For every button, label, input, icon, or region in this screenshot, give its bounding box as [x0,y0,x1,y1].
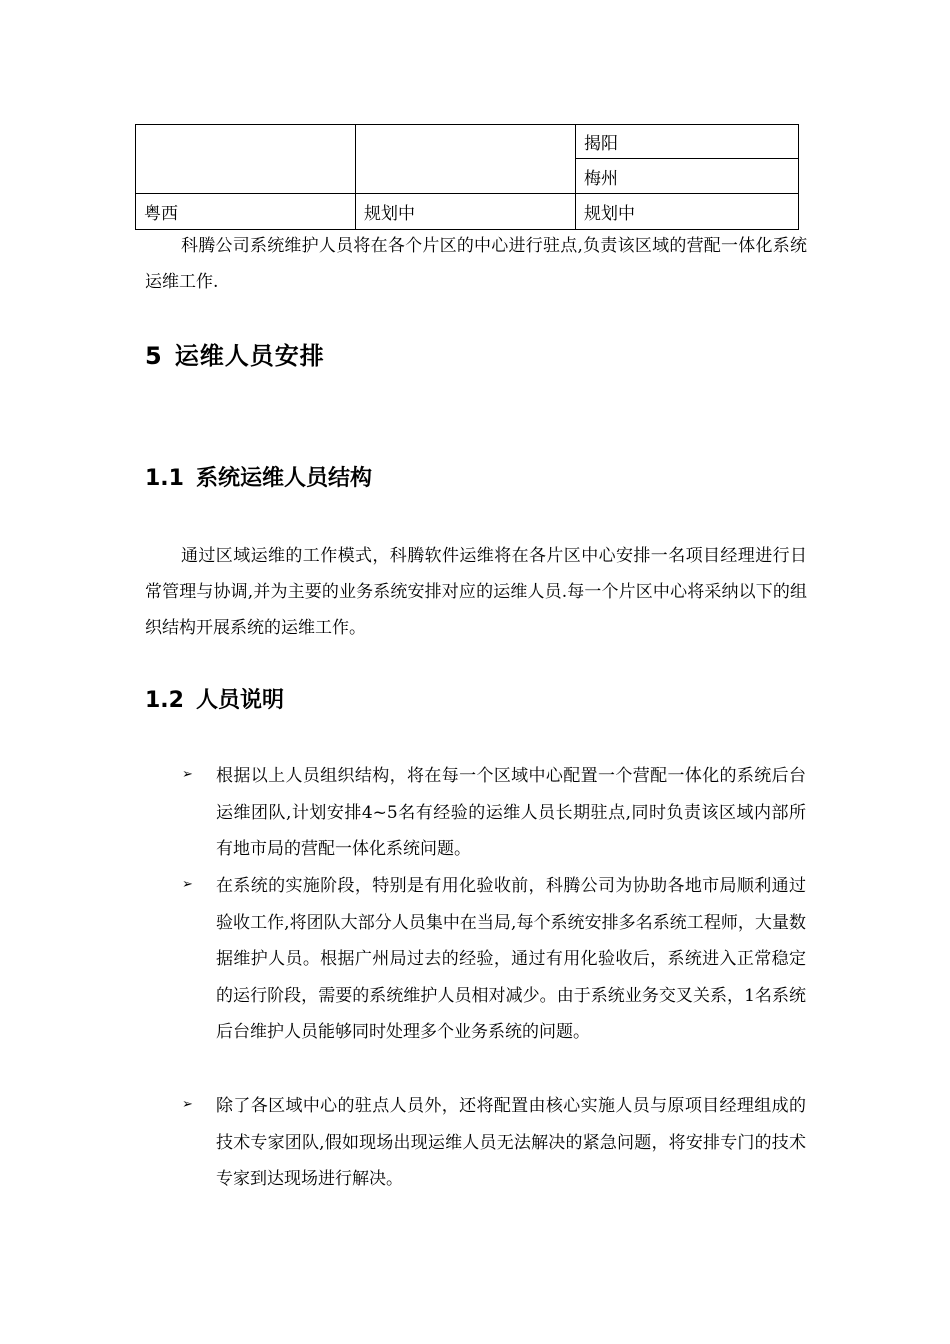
list-item [182,758,806,868]
list-item [182,868,806,1051]
table-cell: 梅州 [576,159,799,194]
arrow-bullet-icon: ➢ [182,877,193,892]
section-number: 5 [145,342,163,370]
list-item-text: 在系统的实施阶段，特别是有用化验收前，科腾公司为协助各地市局顺利通过验收工作,将团队大部分人员集中在当局,每个系统安排多名系统工程师，大量数据维护人员。根据广州局过去的经验，通过有用化验收后，系统进入正常稳定的运行阶段，需要的系统维护人员相对减少。由于系统业务交叉关系，1名系统后台维护人员能够同时处理多个业务系统的问题。 [216,876,806,1042]
section-number: 1.1 [145,466,184,491]
region-table [135,124,799,230]
section-number: 1.2 [145,688,184,713]
list-item [182,1088,806,1198]
structure-paragraph: 通过区域运维的工作模式，科腾软件运维将在各片区中心安排一名项目经理进行日常管理与协调,并为主要的业务系统安排对应的运维人员.每一个片区中心将采纳以下的组织结构开展系统的运维工作。 [145,546,807,638]
section-title: 系统运维人员结构 [195,466,372,491]
arrow-bullet-icon: ➢ [182,1097,193,1112]
table-row [136,125,799,159]
arrow-bullet-icon: ➢ [182,767,193,782]
table-cell: 粤西 [136,194,356,230]
list-item-text: 根据以上人员组织结构，将在每一个区域中心配置一个营配一体化的系统后台运维团队,计划安排4~5名有经验的运维人员长期驻点,同时负责该区域内部所有地市局的营配一体化系统问题。 [216,766,806,859]
section-5-heading [145,336,325,371]
intro-paragraph: 科腾公司系统维护人员将在各个片区的中心进行驻点,负责该区域的营配一体化系统运维工作. [145,236,807,292]
list-item-text: 除了各区域中心的驻点人员外，还将配置由核心实施人员与原项目经理组成的技术专家团队,假如现场出现运维人员无法解决的紧急问题，将安排专门的技术专家到达现场进行解决。 [216,1096,806,1189]
section-1-2-heading [145,683,284,714]
table-cell: 揭阳 [576,125,799,159]
table-cell: 规划中 [576,194,799,230]
table-row [136,194,799,230]
section-title: 运维人员安排 [174,342,325,370]
table-cell [136,125,356,194]
table-cell: 规划中 [356,194,576,230]
table-cell [356,125,576,194]
section-title: 人员说明 [195,688,284,713]
section-1-1-heading [145,461,372,492]
